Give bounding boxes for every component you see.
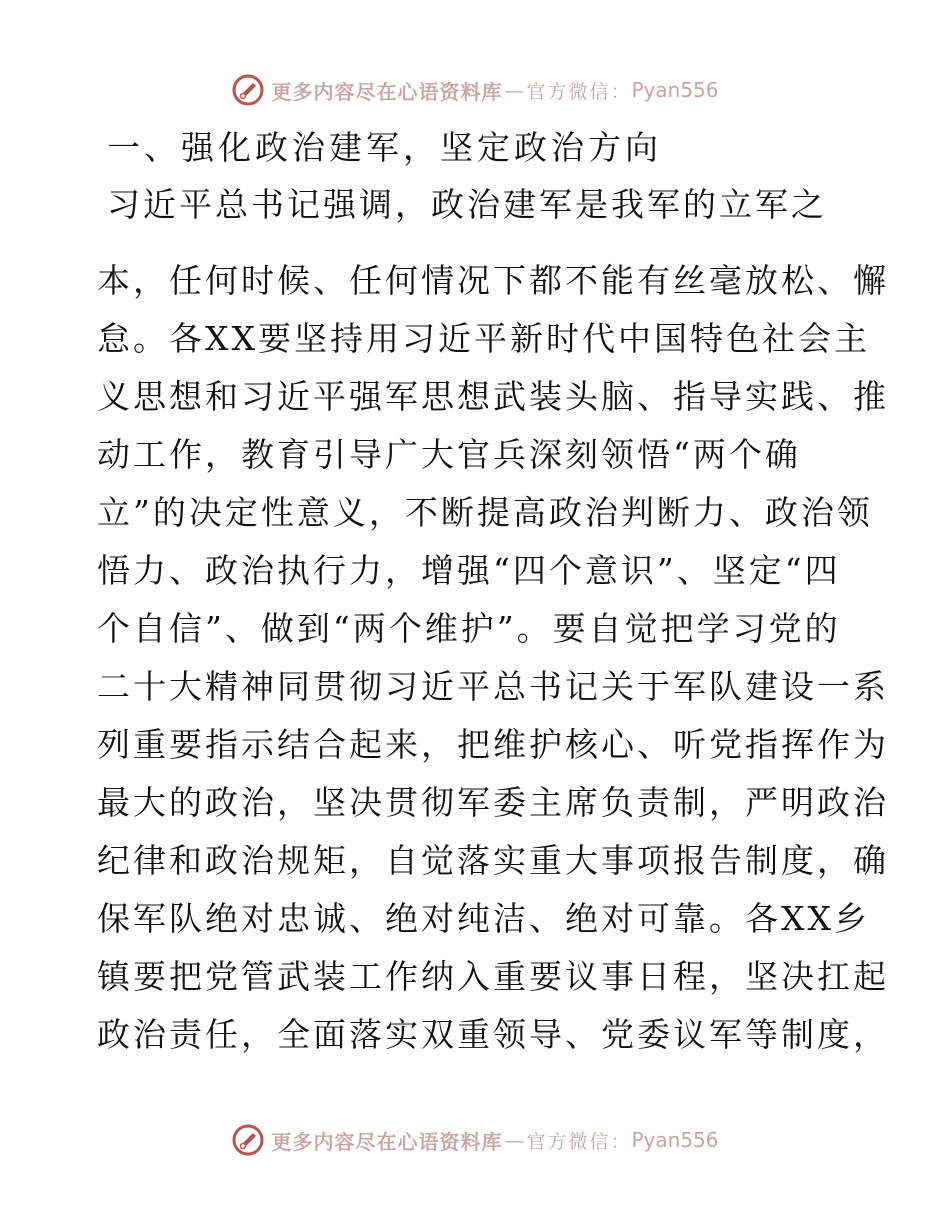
body-line: 镇要把党管武装工作纳入重要议事日程，坚决扛起 [97, 957, 889, 996]
body-line: 悟力、政治执行力，增强“四个意识”、坚定“四 [97, 551, 841, 590]
body-line: 习近平总书记强调，政治建军是我军的立军之 [107, 185, 827, 224]
footer-watermark [0, 1120, 950, 1160]
header-watermark [0, 70, 950, 110]
body-line: 最大的政治，坚决贯彻军委主席负责制，严明政治 [97, 783, 889, 822]
body-line: 立”的决定性意义，不断提高政治判断力、政治领 [97, 493, 873, 532]
body-line: 义思想和习近平强军思想武装头脑、指导实践、推 [97, 377, 889, 416]
watermark-brand: 更多内容尽在心语资料库 [271, 79, 503, 104]
body-line: 怠。各XX要坚持用习近平新时代中国特色社会主 [97, 319, 870, 358]
watermark-separator: — [504, 78, 525, 102]
body-line: 保军队绝对忠诚、绝对纯洁、绝对可靠。各XX乡 [97, 899, 870, 938]
watermark-wechat-id: Pyan556 [631, 78, 719, 102]
watermark-separator: — [504, 1128, 525, 1152]
watermark-wechat-id: Pyan556 [631, 1128, 719, 1152]
body-line: 列重要指示结合起来，把维护核心、听党指挥作为 [97, 725, 889, 764]
section-heading: 一、强化政治建军，坚定政治方向 [107, 128, 662, 167]
watermark-wechat-label: 官方微信： [526, 1130, 632, 1153]
body-line: 二十大精神同贯彻习近平总书记关于军队建设一系 [97, 667, 889, 706]
body-line: 政治责任，全面落实双重领导、党委议军等制度， [97, 1015, 889, 1054]
watermark-wechat-label: 官方微信： [526, 80, 632, 103]
body-line: 本，任何时候、任何情况下都不能有丝毫放松、懈 [97, 261, 889, 300]
seal-logo-icon [231, 73, 265, 107]
seal-logo-icon [231, 1123, 265, 1157]
body-line: 动工作，教育引导广大官兵深刻领悟“两个确 [97, 435, 801, 474]
body-line: 纪律和政治规矩，自觉落实重大事项报告制度，确 [97, 841, 889, 880]
watermark-brand: 更多内容尽在心语资料库 [271, 1129, 503, 1154]
body-line: 个自信”、做到“两个维护”。要自觉把学习党的 [97, 609, 841, 648]
